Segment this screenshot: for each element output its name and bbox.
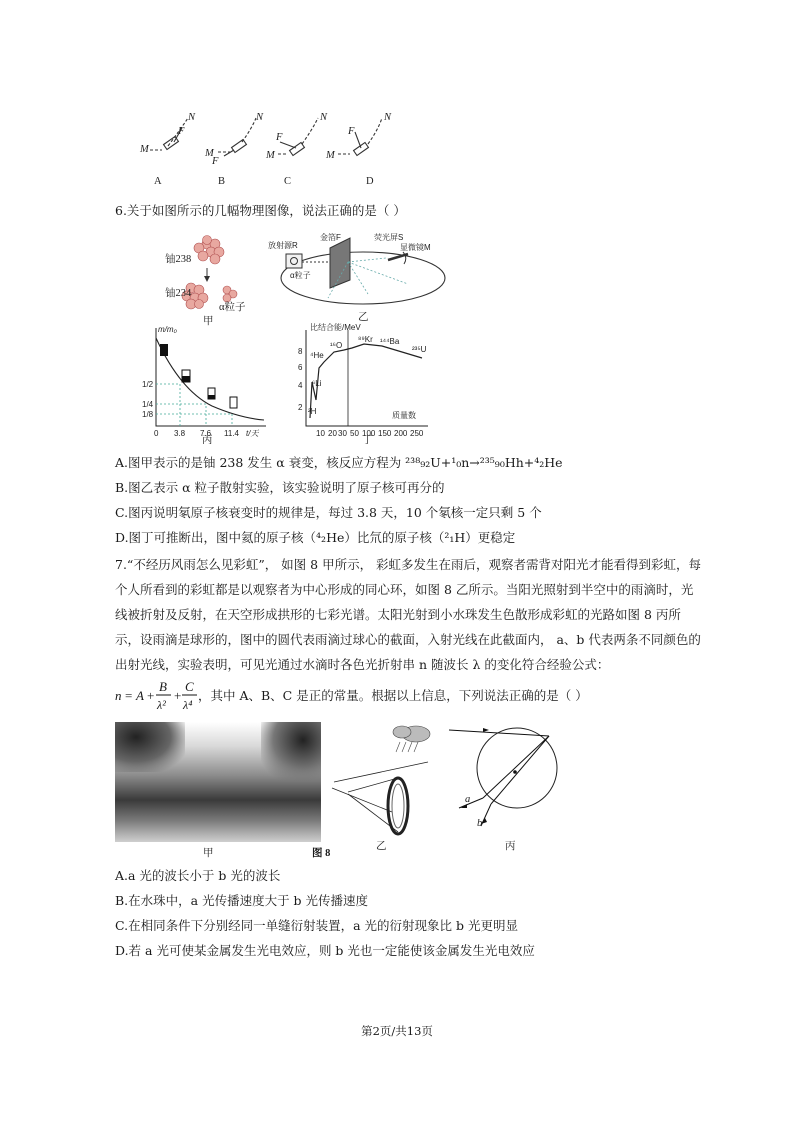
q7-formula-tail: ，其中 A、B、C 是正的常量。根据以上信息，下列说法正确的是（ ）	[198, 688, 588, 703]
label-m-d: M	[326, 150, 335, 161]
label-n-b: N	[256, 112, 264, 123]
bing-xlabel: t/天	[246, 429, 259, 438]
q5-option-figures	[130, 110, 410, 188]
label-f-a: F	[178, 126, 185, 137]
q6-option-b: B.图乙表示 α 粒子散射实验，该实验说明了原子核可再分的	[115, 480, 445, 495]
bing-ytick-quarter: 1/4	[142, 400, 154, 409]
q7-stem-line-4: 示，设雨滴是球形的，图中的圆代表雨滴过球心的截面，入射光线在此截面内， a、b 代表两条不同颜色的	[115, 632, 701, 647]
svg-text:B: B	[159, 679, 167, 694]
ding-ytick-4: 4	[298, 381, 303, 390]
caption-bing: 丙	[202, 435, 213, 444]
label-alpha-particle: α粒子	[219, 302, 246, 313]
figure-bing-decay-curve	[140, 322, 270, 444]
bing-xtick-3-8: 3.8	[174, 429, 186, 438]
bing-ylabel: m/m₀	[158, 325, 177, 334]
q7-option-b: B.在水珠中，a 光传播速度大于 b 光传播速度	[115, 893, 369, 908]
label-f-c: F	[276, 132, 283, 143]
page-footer: 第2页/共13页	[361, 1024, 433, 1038]
svg-text:=: =	[125, 688, 133, 703]
ding-ytick-2: 2	[298, 403, 303, 412]
label-alpha-yi: α粒子	[290, 271, 311, 280]
caption-figure-8: 图 8	[312, 848, 331, 859]
ding-xtick-150: 150	[378, 429, 392, 438]
label-f-b: F	[212, 156, 219, 167]
q7-option-c: C.在相同条件下分别经同一单缝衍射装置，a 光的衍射现象比 b 光更明显	[115, 918, 518, 933]
label-m-a: M	[140, 144, 149, 155]
caption-yi: 乙	[358, 312, 369, 323]
caption-bing-fig8: 丙	[505, 841, 516, 852]
caption-jia-fig8: 甲	[203, 848, 214, 859]
ray-label-b: b	[477, 818, 483, 829]
svg-text:+: +	[147, 688, 155, 703]
caption-ding: 丁	[362, 435, 373, 444]
label-m-b: M	[205, 148, 214, 159]
q7-formula	[113, 678, 199, 714]
ray-label-a: a	[465, 794, 471, 805]
caption-yi-fig8: 乙	[376, 841, 387, 852]
ding-xtick-200: 200	[394, 429, 408, 438]
option-label-d: D	[366, 176, 374, 187]
svg-text:A: A	[136, 688, 144, 703]
label-screen: 荧光屏S	[374, 233, 404, 242]
bing-xtick-7-6: 7.6	[200, 429, 212, 438]
label-n-d: N	[384, 112, 392, 123]
ding-xtick-30: 30	[338, 429, 347, 438]
figure-8-yi-cone	[328, 722, 432, 852]
q7-stem-line-3: 线被折射及反射，在天空形成拱形的七彩光谱。太阳光射到小水珠发生色散形成彩虹的光路如图 8 丙所	[115, 607, 681, 622]
label-microscope: 显微镜M	[400, 243, 431, 252]
nuclide-o: ¹⁶O	[330, 341, 343, 350]
label-n-c: N	[320, 112, 328, 123]
label-u234: 铀234	[165, 288, 192, 299]
svg-text:n: n	[115, 688, 122, 703]
svg-text:λ²: λ²	[157, 698, 166, 712]
q7-stem-line-2: 个人所看到的彩虹都是以观察者为中心形成的同心环，如图 8 乙所示。当阳光照射到半空中的雨滴时，光	[115, 582, 694, 597]
q6-option-c: C.图丙说明氡原子核衰变时的规律是，每过 3.8 天，10 个氡核一定只剩 5 个	[115, 505, 542, 520]
svg-text:C: C	[185, 679, 194, 694]
ding-ylabel: 比结合能/MeV	[310, 323, 361, 332]
q7-stem-line-5: 出射光线，实验表明，可见光通过水滴时各色光折射串 n 随波长 λ 的变化符合经验公式：	[115, 657, 610, 672]
nuclide-h: ²H	[308, 407, 317, 416]
label-source: 放射源R	[268, 241, 298, 250]
label-n-a: N	[188, 112, 196, 123]
q6-option-a: A.图甲表示的是铀 238 发生 α 衰变，核反应方程为 ²³⁸₉₂U+¹₀n→²³⁵₉₀Hh+⁴₂He	[115, 455, 563, 470]
ding-xlabel: 质量数	[392, 411, 416, 420]
q7-stem-line-1: 7.“不经历风雨怎么见彩虹”， 如图 8 甲所示， 彩虹多发生在雨后，观察者需背对阳光才能看得到彩虹，每	[115, 557, 702, 572]
q6-stem: 6.关于如图所示的几幅物理图像，说法正确的是（ ）	[115, 203, 406, 218]
label-foil: 金箔F	[320, 233, 341, 242]
nuclide-kr: ⁸⁹Kr	[358, 335, 373, 344]
ding-xtick-50: 50	[350, 429, 359, 438]
ding-xtick-250: 250	[410, 429, 424, 438]
nuclide-he: ⁴He	[310, 351, 324, 360]
label-m-c: M	[266, 150, 275, 161]
nuclide-u: ²³⁵U	[412, 345, 427, 354]
ding-ytick-6: 6	[298, 363, 303, 372]
nuclide-li: ⁶Li	[312, 379, 322, 388]
q7-option-d: D.若 a 光可使某金属发生光电效应，则 b 光也一定能使该金属发生光电效应	[115, 943, 535, 958]
option-label-a: A	[154, 176, 162, 187]
label-f-d: F	[348, 126, 355, 137]
caption-jia: 甲	[203, 316, 214, 327]
option-label-c: C	[284, 176, 292, 187]
label-u238: 铀238	[165, 254, 192, 265]
svg-text:λ⁴: λ⁴	[183, 698, 193, 712]
ding-xtick-10: 10	[316, 429, 325, 438]
option-label-b: B	[218, 176, 226, 187]
bing-ytick-half: 1/2	[142, 380, 154, 389]
bing-ytick-eighth: 1/8	[142, 410, 154, 419]
bing-xtick-0: 0	[154, 429, 159, 438]
ding-xtick-100: 100	[362, 429, 376, 438]
bing-xtick-11-4: 11.4	[224, 429, 239, 438]
q6-option-d: D.图丁可推断出，图中氦的原子核（⁴₂He）比氘的原子核（²₁H）更稳定	[115, 530, 516, 545]
q7-option-a: A.a 光的波长小于 b 光的波长	[115, 868, 281, 883]
figure-yi-scattering	[268, 232, 458, 324]
nuclide-ba: ¹⁴⁴Ba	[380, 337, 400, 346]
figure-8-jia-photo	[115, 722, 321, 842]
ding-ytick-8: 8	[298, 347, 303, 356]
figure-jia-decay	[165, 232, 255, 327]
svg-text:+: +	[174, 688, 182, 703]
figure-8-bing-raydiagram	[445, 722, 595, 852]
figure-ding-binding-energy	[292, 322, 432, 444]
ding-xtick-20: 20	[328, 429, 337, 438]
